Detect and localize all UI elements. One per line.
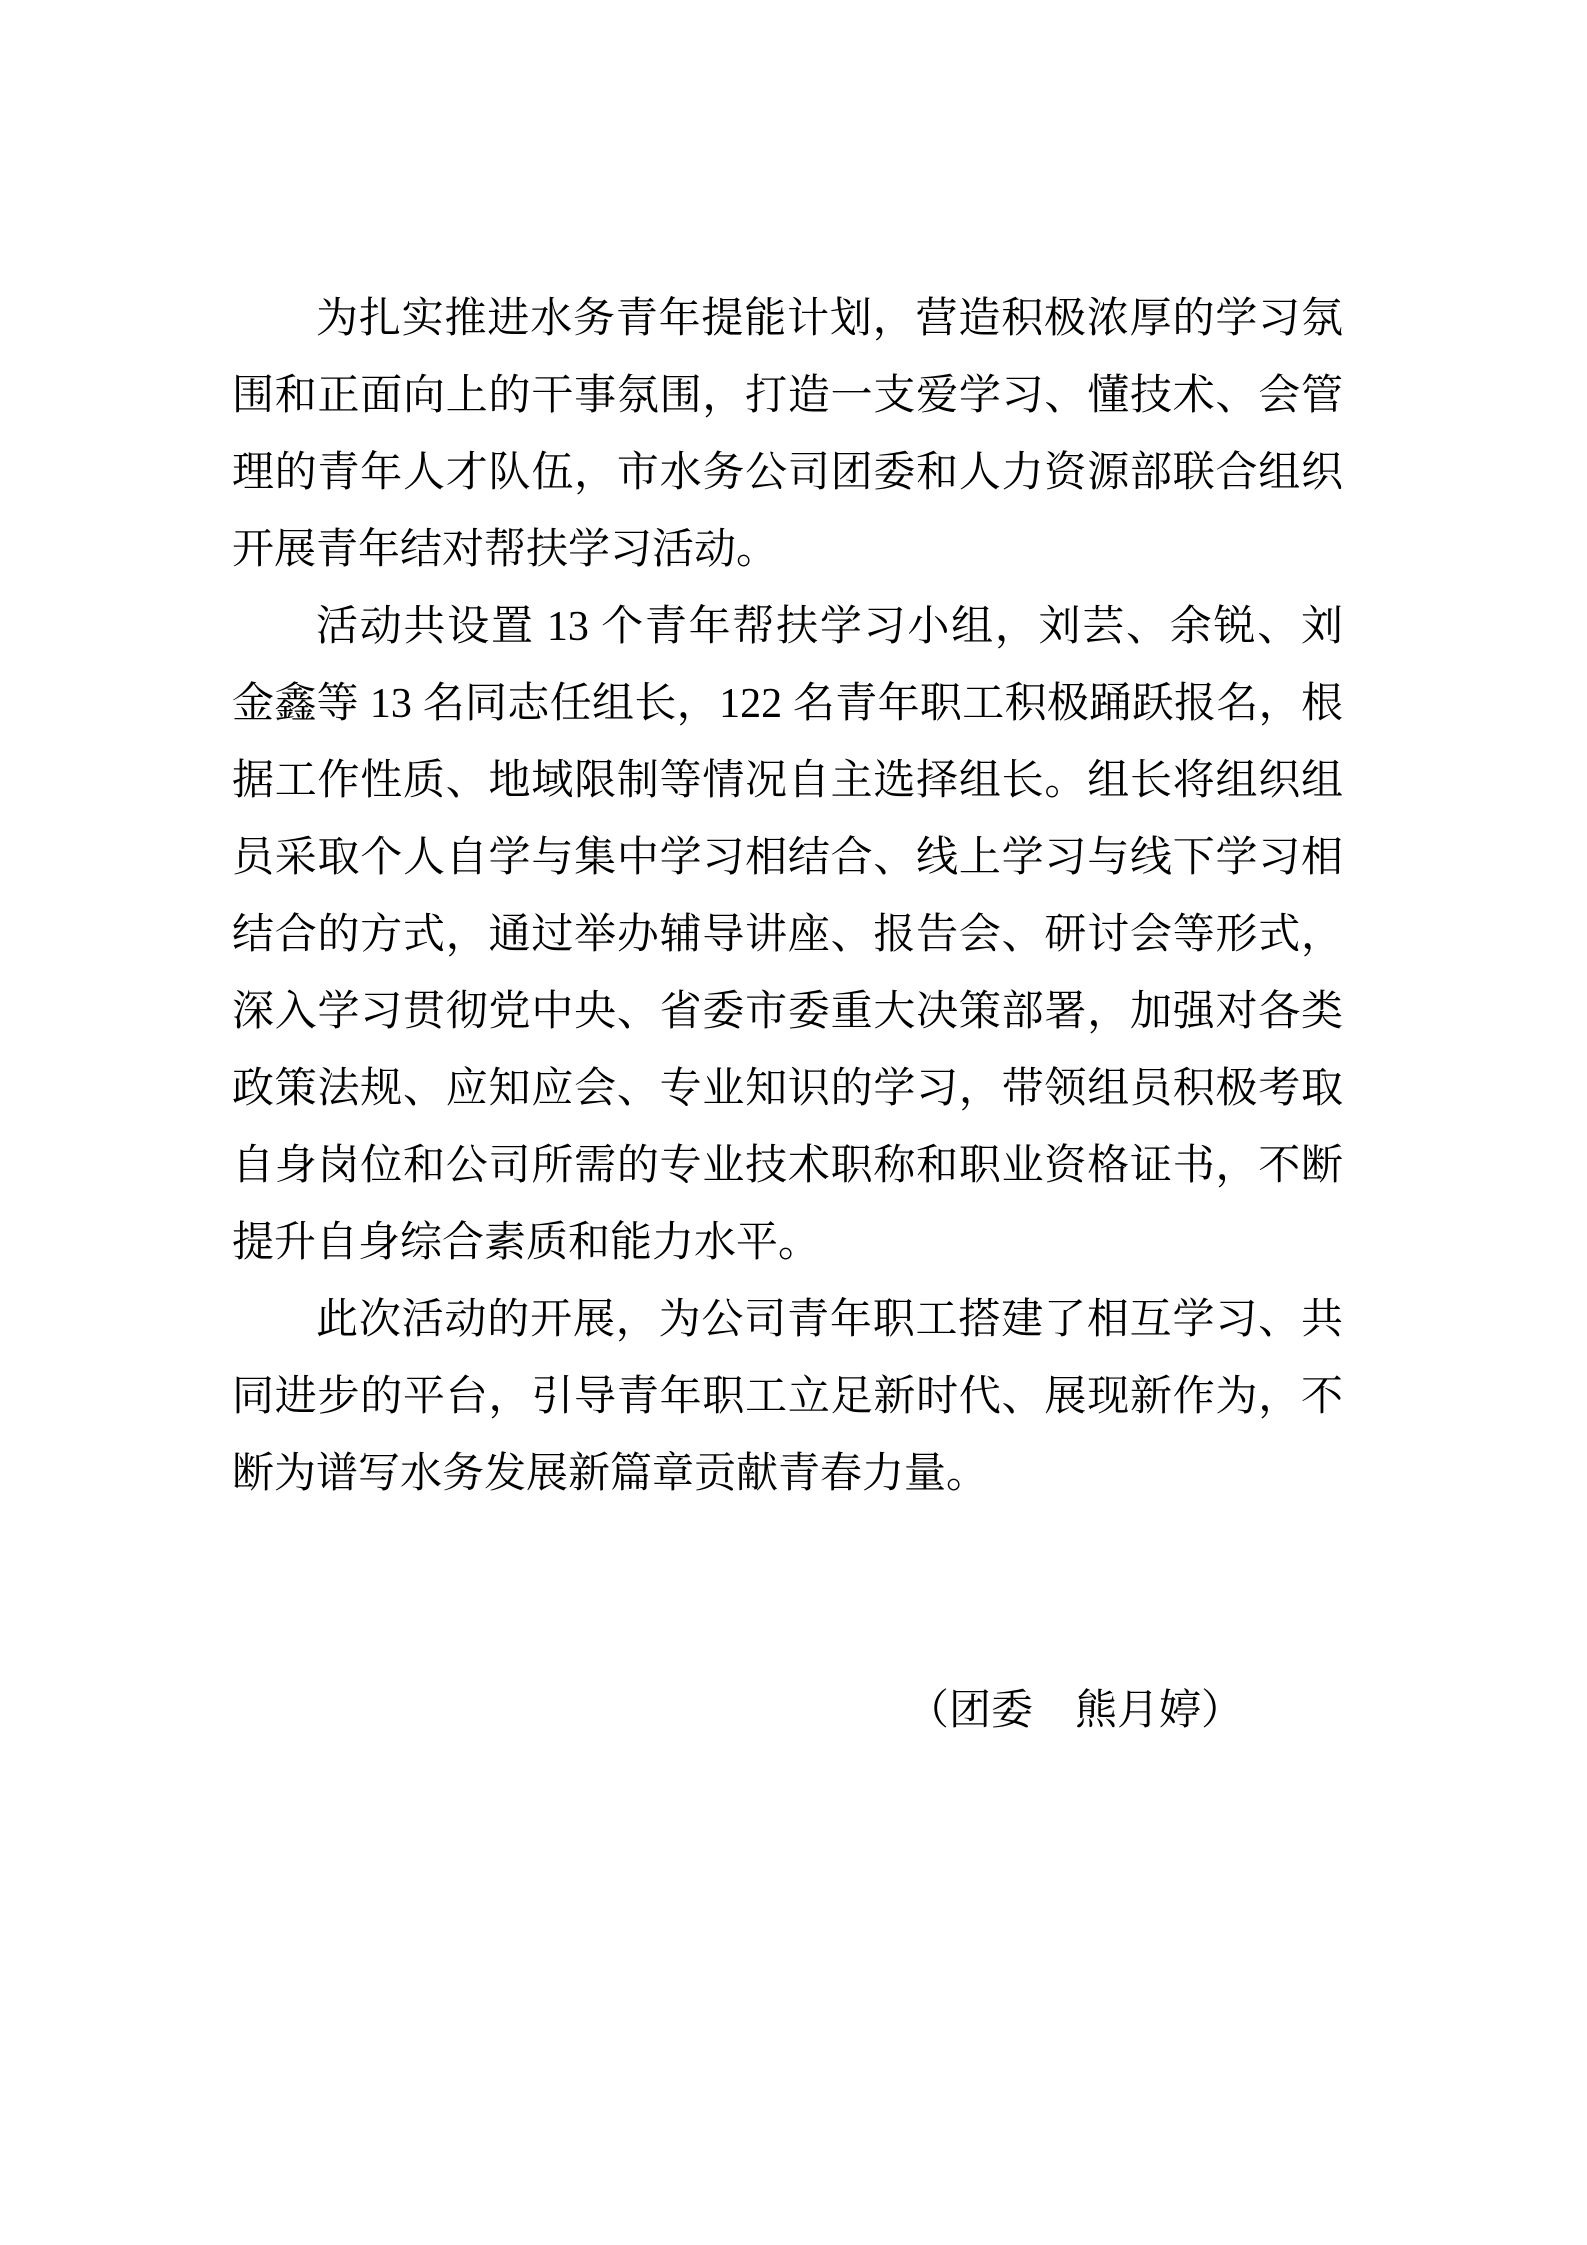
- paragraph-conclusion: 此次活动的开展，为公司青年职工搭建了相互学习、共同进步的平台，引导青年职工立足新时代、展现新作为，不断为谱写水务发展新篇章贡献青春力量。: [232, 1297, 1343, 1497]
- paragraph-intro: 为扎实推进水务青年提能计划，营造积极浓厚的学习氛围和正面向上的干事氛围，打造一支爱学习、懂技术、会管理的青年人才队伍，市水务公司团委和人力资源部联合组织开展青年结对帮扶学习活动。: [232, 296, 1343, 573]
- paragraph-activity-details: 活动共设置 13 个青年帮扶学习小组，刘芸、余锐、刘金鑫等 13 名同志任组长，122 名青年职工积极踊跃报名，根据工作性质、地域限制等情况自主选择组长。组长将组织组员采取个人自学与集中学习相结合、线上学习与线下学习相结合的方式，通过举办辅导讲座、报告会、研讨会等形式，深入学习贯彻党中央、省委市委重大决策部署，加强对各类政策法规、应知应会、专业知识的学习，带领组员积极考取自身岗位和公司所需的专业技术职称和职业资格证书，不断提升自身综合素质和能力水平。: [232, 604, 1343, 1266]
- document-body: [232, 281, 1343, 1750]
- signature-line: （团委 熊月婷）: [906, 1688, 1243, 1734]
